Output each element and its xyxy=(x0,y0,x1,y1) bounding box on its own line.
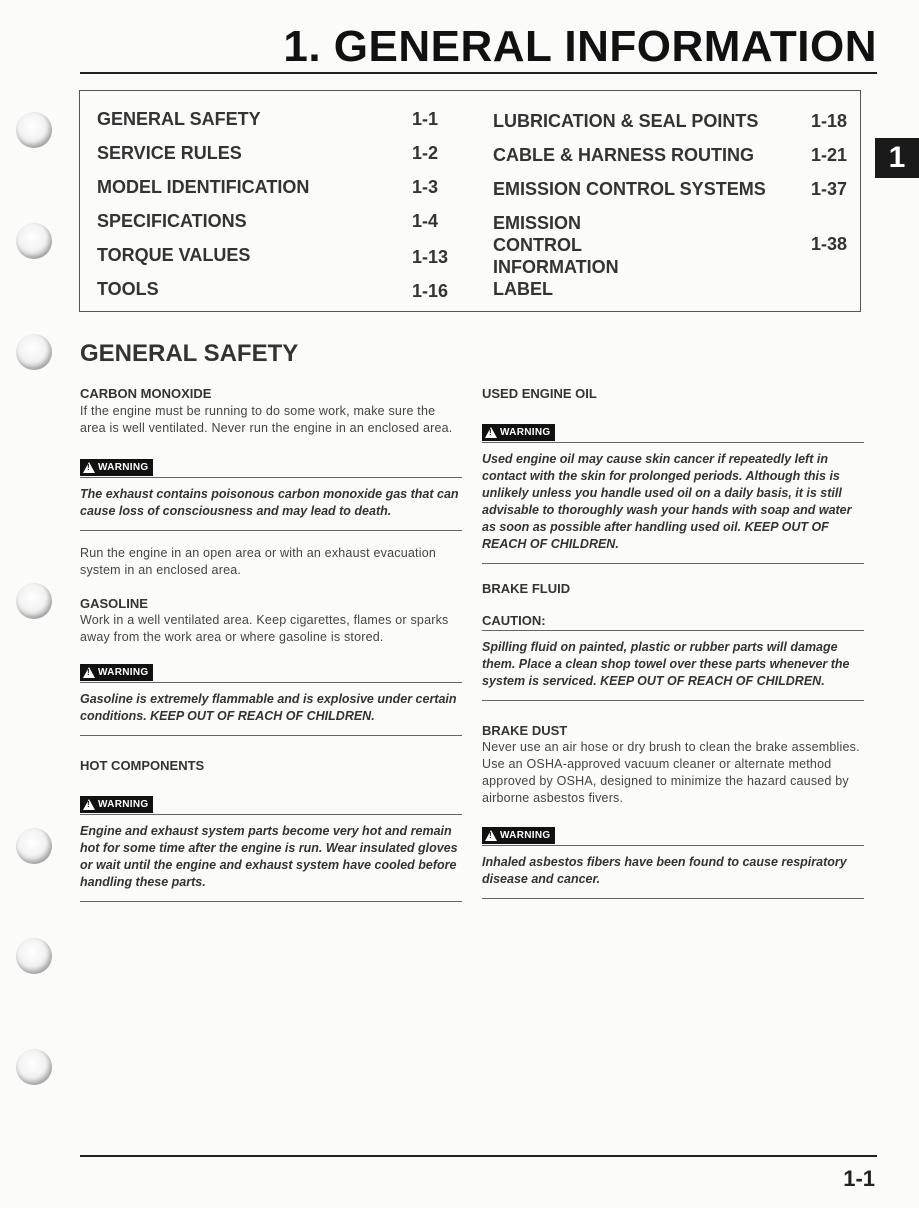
toc-item-label: SPECIFICATIONS xyxy=(97,211,247,231)
divider xyxy=(482,563,864,564)
table-of-contents xyxy=(79,90,861,312)
divider xyxy=(482,845,864,846)
warning-block xyxy=(482,424,864,564)
warning-triangle-icon xyxy=(83,799,95,810)
toc-item-page: 1-21 xyxy=(811,145,848,165)
brake-fluid-caution: Spilling fluid on painted, plastic or rubber parts will damage them. Place a clean shop towel over these parts whenever the system is serviced. KEEP OUT OF REACH OF CHILDREN. xyxy=(482,640,850,688)
binder-hole xyxy=(16,828,52,864)
toc-item-page: 1-2 xyxy=(412,143,439,163)
section-tab-marker: 1 xyxy=(875,138,919,178)
carbon-monoxide-heading: CARBON MONOXIDE xyxy=(80,386,212,401)
toc-item-page: 1-16 xyxy=(412,281,449,301)
toc-item-page: 1-4 xyxy=(412,211,439,231)
toc-item-page: 1-37 xyxy=(811,179,848,199)
used-engine-oil-heading: USED ENGINE OIL xyxy=(482,386,597,401)
toc-item-label: TORQUE VALUES xyxy=(97,245,251,265)
binder-hole xyxy=(16,112,52,148)
binder-hole xyxy=(16,938,52,974)
page-title: 1. GENERAL INFORMATION xyxy=(283,22,877,71)
divider xyxy=(80,735,462,736)
toc-item-page: 1-3 xyxy=(412,177,439,197)
caution-label: CAUTION: xyxy=(482,613,546,628)
binder-hole xyxy=(16,1049,52,1085)
warning-block xyxy=(80,664,462,736)
left-column xyxy=(80,386,462,902)
hot-components-warning: Engine and exhaust system parts become very hot and remain hot for some time after the engine is run. Wear insulated gloves or wait until the engine and exhaust system have cooled before handling these parts. xyxy=(80,824,458,889)
warning-badge xyxy=(482,827,555,844)
toc-item-label: EMISSION CONTROL INFORMATION LABEL xyxy=(493,213,619,299)
divider xyxy=(80,477,462,478)
divider xyxy=(80,814,462,815)
footer-rule xyxy=(80,1155,877,1157)
warning-triangle-icon xyxy=(485,830,497,841)
warning-badge xyxy=(80,664,153,681)
section-heading: GENERAL SAFETY xyxy=(80,340,299,367)
warning-badge-label: WARNING xyxy=(500,427,551,438)
page-number: 1-1 xyxy=(843,1166,875,1191)
toc-item-label: MODEL IDENTIFICATION xyxy=(97,177,310,197)
title-rule xyxy=(80,72,877,74)
warning-badge-label: WARNING xyxy=(98,462,149,473)
warning-badge-label: WARNING xyxy=(98,667,149,678)
warning-triangle-icon xyxy=(83,462,95,473)
warning-badge xyxy=(80,459,153,476)
binder-hole xyxy=(16,223,52,259)
divider xyxy=(482,630,864,631)
warning-block xyxy=(80,796,462,902)
warning-triangle-icon xyxy=(83,667,95,678)
warning-badge xyxy=(482,424,555,441)
toc-item-page: 1-1 xyxy=(412,109,439,129)
warning-badge-label: WARNING xyxy=(500,830,551,841)
toc-item-label: EMISSION CONTROL SYSTEMS xyxy=(493,179,766,199)
brake-dust-text: Never use an air hose or dry brush to clean the brake assemblies. Use an OSHA-approved vacuum cleaner or alternate method approved by OSHA, designed to minimize the hazard caused by airborne asbestos fivers. xyxy=(482,740,860,805)
binder-hole xyxy=(16,334,52,370)
toc-item-page: 1-38 xyxy=(811,234,848,254)
divider xyxy=(80,682,462,683)
warning-badge xyxy=(80,796,153,813)
warning-block xyxy=(80,459,462,531)
toc-item-label: SERVICE RULES xyxy=(97,143,242,163)
divider xyxy=(482,898,864,899)
toc-item-label: GENERAL SAFETY xyxy=(97,109,261,129)
carbon-monoxide-warning: The exhaust contains poisonous carbon monoxide gas that can cause loss of consciousness and may lead to death. xyxy=(80,487,459,518)
divider xyxy=(80,530,462,531)
binder-hole xyxy=(16,583,52,619)
brake-dust-heading: BRAKE DUST xyxy=(482,723,568,738)
warning-triangle-icon xyxy=(485,427,497,438)
carbon-monoxide-after: Run the engine in an open area or with an exhaust evacuation system in an enclosed area. xyxy=(80,546,436,577)
hot-components-heading: HOT COMPONENTS xyxy=(80,758,205,773)
toc-item-label: TOOLS xyxy=(97,279,159,299)
gasoline-text: Work in a well ventilated area. Keep cigarettes, flames or sparks away from the work area or where gasoline is stored. xyxy=(80,613,449,644)
carbon-monoxide-text: If the engine must be running to do some work, make sure the area is well ventilated. Never run the engine in an enclosed area. xyxy=(80,404,453,435)
warning-badge-label: WARNING xyxy=(98,799,149,810)
brake-dust-warning: Inhaled asbestos fibers have been found to cause respiratory disease and cancer. xyxy=(482,855,847,886)
brake-fluid-heading: BRAKE FLUID xyxy=(482,581,571,596)
right-column xyxy=(482,386,864,899)
warning-block xyxy=(482,827,864,899)
divider xyxy=(482,700,864,701)
used-engine-oil-warning: Used engine oil may cause skin cancer if repeatedly left in contact with the skin for prolonged periods. Although this is unlikely unless you handle used oil on a daily basis, it is still advisable to thoroughly wash your hands with soap and water as soon as possible after handling used oil. KEEP OUT OF REACH OF CHILDREN. xyxy=(482,452,852,551)
divider xyxy=(482,442,864,443)
toc-item-page: 1-13 xyxy=(412,247,449,267)
gasoline-warning: Gasoline is extremely flammable and is explosive under certain conditions. KEEP OUT OF REACH OF CHILDREN. xyxy=(80,692,457,723)
divider xyxy=(80,901,462,902)
toc-item-label: CABLE & HARNESS ROUTING xyxy=(493,145,755,165)
gasoline-heading: GASOLINE xyxy=(80,596,148,611)
toc-item-page: 1-18 xyxy=(811,111,848,131)
toc-item-label: LUBRICATION & SEAL POINTS xyxy=(493,111,759,131)
